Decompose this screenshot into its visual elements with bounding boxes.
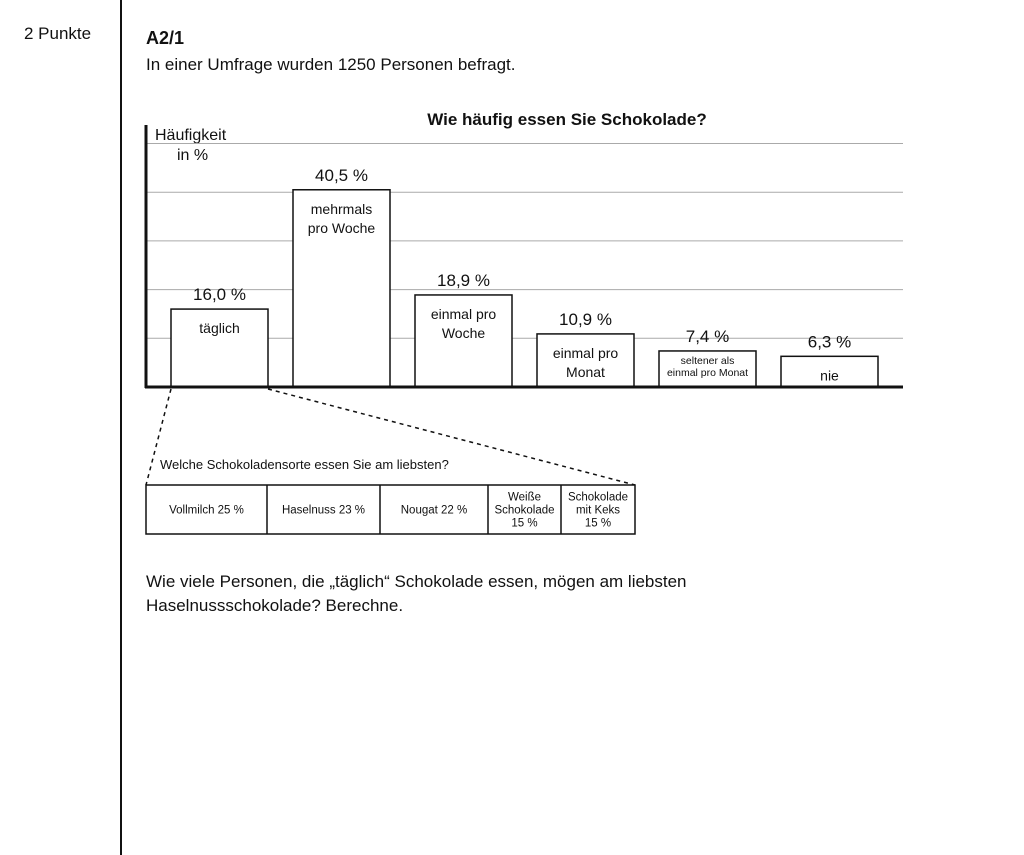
bar-group bbox=[781, 332, 878, 387]
task-intro: In einer Umfrage wurden 1250 Personen befragt. bbox=[146, 55, 516, 74]
bar-value-label: 18,9 % bbox=[437, 270, 490, 290]
bar-value-label: 7,4 % bbox=[685, 326, 730, 346]
breakdown-cell-text: Vollmilch 25 % bbox=[169, 504, 244, 517]
bar-value-label: 10,9 % bbox=[559, 309, 612, 329]
bar-category-label: einmal pro Monat bbox=[666, 366, 749, 379]
task-id: A2/1 bbox=[146, 28, 185, 48]
breakdown-cell-text: mit Keks bbox=[575, 504, 621, 517]
bar-group bbox=[659, 327, 756, 387]
bar-category-label: täglich bbox=[199, 320, 240, 337]
bar-category-label: Monat bbox=[566, 363, 605, 380]
breakdown-cell-text: Nougat 22 % bbox=[400, 504, 468, 517]
y-axis-label-2: in % bbox=[177, 147, 209, 164]
bar-category-label: pro Woche bbox=[307, 219, 376, 236]
question-line-1: Wie viele Personen, die „täglich“ Schokolade essen, mögen am liebsten bbox=[146, 572, 687, 591]
breakdown-cell-text: Schokolade bbox=[567, 491, 629, 504]
bar-group bbox=[171, 285, 268, 387]
breakdown-cell bbox=[169, 505, 244, 517]
bar-category-label: nie bbox=[820, 367, 839, 384]
bar-value-label: 16,0 % bbox=[193, 285, 246, 305]
bar-category-label: seltener als bbox=[680, 354, 735, 367]
bar-category-label: mehrmals bbox=[310, 200, 373, 217]
task-question bbox=[146, 570, 866, 618]
breakdown-cell-text: 15 % bbox=[511, 517, 538, 530]
breakdown-cell-text: Schokolade bbox=[494, 504, 555, 517]
bar-value-label: 40,5 % bbox=[315, 165, 368, 185]
question-line-2: Haselnussschokolade? Berechne. bbox=[146, 596, 404, 615]
bar-category-label: einmal pro bbox=[430, 305, 497, 322]
bar-group bbox=[293, 166, 390, 387]
breakdown-cell-text: Haselnuss 23 % bbox=[281, 504, 366, 517]
breakdown-cell-text: Weiße bbox=[507, 491, 542, 504]
y-axis-label-1: Häufigkeit bbox=[155, 127, 227, 144]
breakdown-cell-text: 15 % bbox=[584, 517, 612, 530]
breakdown-title: Welche Schokoladensorte essen Sie am liebsten? bbox=[160, 457, 449, 472]
chart-title: Wie häufig essen Sie Schokolade? bbox=[427, 110, 707, 129]
bar-group bbox=[415, 271, 512, 387]
bar-group bbox=[537, 310, 634, 387]
bar-category-label: Woche bbox=[441, 324, 486, 341]
points-label: 2 Punkte bbox=[24, 24, 92, 43]
bar-category-label: einmal pro bbox=[552, 344, 619, 361]
bar-value-label: 6,3 % bbox=[807, 332, 852, 352]
